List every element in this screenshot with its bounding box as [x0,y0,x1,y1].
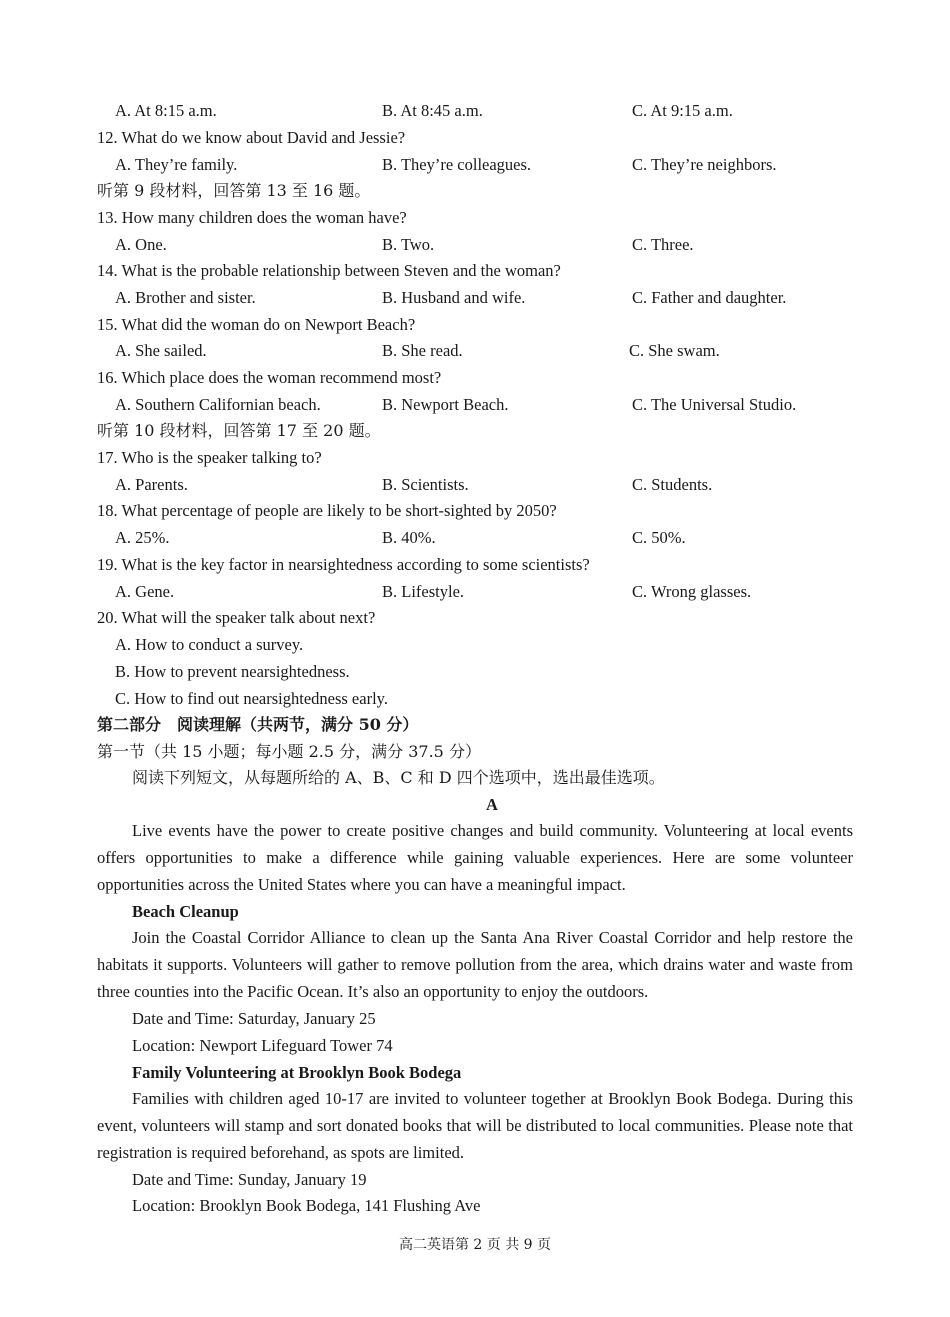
q14-option-c: C. Father and daughter. [632,288,787,307]
passage-label: A [486,795,498,814]
q17-option-c: C. Students. [632,475,713,494]
event1-title: Beach Cleanup [132,902,239,921]
q16-option-a: A. Southern Californian beach. [115,395,321,414]
q14-text: 14. What is the probable relationship between Steven and the woman? [97,261,561,280]
q12-option-c: C. They’re neighbors. [632,155,777,174]
q17-text: 17. Who is the speaker talking to? [97,448,322,467]
event1-description-text: Join the Coastal Corridor Alliance to clean up the Santa Ana River Coastal Corridor and help restore the habitats it supports. Volunteers will gather to remove pollution from the area, which drains water and waste from three counties into the Pacific Ocean. It’s also an opportunity to enjoy the outdoors. [97,928,853,1001]
q16-option-b: B. Newport Beach. [382,395,509,414]
q20-option-a: A. How to conduct a survey. [115,635,304,654]
event2-description [97,1086,853,1166]
q14-option-a: A. Brother and sister. [115,288,256,307]
q20-option-b: B. How to prevent nearsightedness. [115,662,350,681]
passage-intro-text: Live events have the power to create positive changes and build community. Volunteering at local events offers opportunities to make a difference while gaining valuable experiences. Here are some volunteer opportunities across the United States where you can have a meaningful impact. [97,821,853,894]
passage-intro [97,818,853,898]
q17-option-b: B. Scientists. [382,475,469,494]
q11-option-c: C. At 9:15 a.m. [632,101,733,120]
page-footer: 高二英语第 2 页 共 9 页 [398,1237,552,1253]
q14-option-b: B. Husband and wife. [382,288,526,307]
event1-location: Location: Newport Lifeguard Tower 74 [132,1036,393,1055]
event1-date: Date and Time: Saturday, January 25 [132,1009,376,1028]
event2-title: Family Volunteering at Brooklyn Book Bodega [132,1063,462,1082]
q18-text: 18. What percentage of people are likely to be short-sighted by 2050? [97,501,557,520]
q19-text: 19. What is the key factor in nearsightedness according to some scientists? [97,555,590,574]
event1-description [97,925,853,1005]
q13-option-c: C. Three. [632,235,694,254]
part2-section1: 第一节（共 15 小题；每小题 2.5 分，满分 37.5 分） [97,742,481,761]
q16-text: 16. Which place does the woman recommend most? [97,368,442,387]
q13-text: 13. How many children does the woman have? [97,208,407,227]
q18-option-b: B. 40%. [382,528,436,547]
q16-option-c: C. The Universal Studio. [632,395,797,414]
q15-option-b: B. She read. [382,341,463,360]
event2-location: Location: Brooklyn Book Bodega, 141 Flushing Ave [132,1196,481,1215]
q11-option-b: B. At 8:45 a.m. [382,101,483,120]
q12-option-a: A. They’re family. [115,155,238,174]
q18-option-a: A. 25%. [115,528,170,547]
q11-option-a: A. At 8:15 a.m. [115,101,217,120]
event2-date: Date and Time: Sunday, January 19 [132,1170,367,1189]
q15-option-c: C. She swam. [629,341,720,360]
part2-title: 第二部分 阅读理解（共两节，满分 50 分） [97,715,419,734]
q15-text: 15. What did the woman do on Newport Beach? [97,315,416,334]
q13-option-a: A. One. [115,235,167,254]
q12-option-b: B. They’re colleagues. [382,155,532,174]
q20-option-c: C. How to find out nearsightedness early. [115,689,388,708]
q12-text: 12. What do we know about David and Jessie? [97,128,406,147]
q20-text: 20. What will the speaker talk about next? [97,608,376,627]
q18-option-c: C. 50%. [632,528,686,547]
event2-description-text: Families with children aged 10-17 are invited to volunteer together at Brooklyn Book Bodega. During this event, volunteers will stamp and sort donated books that will be distributed to local communities. Please note that registration is required beforehand, as spots are limited. [97,1089,853,1162]
section10-instruction: 听第 10 段材料，回答第 17 至 20 题。 [97,421,381,440]
section9-instruction: 听第 9 段材料，回答第 13 至 16 题。 [97,181,371,200]
q19-option-c: C. Wrong glasses. [632,582,752,601]
part2-instruction: 阅读下列短文，从每题所给的 A、B、C 和 D 四个选项中，选出最佳选项。 [132,768,665,787]
q15-option-a: A. She sailed. [115,341,207,360]
q17-option-a: A. Parents. [115,475,188,494]
q19-option-b: B. Lifestyle. [382,582,465,601]
q19-option-a: A. Gene. [115,582,175,601]
q13-option-b: B. Two. [382,235,435,254]
